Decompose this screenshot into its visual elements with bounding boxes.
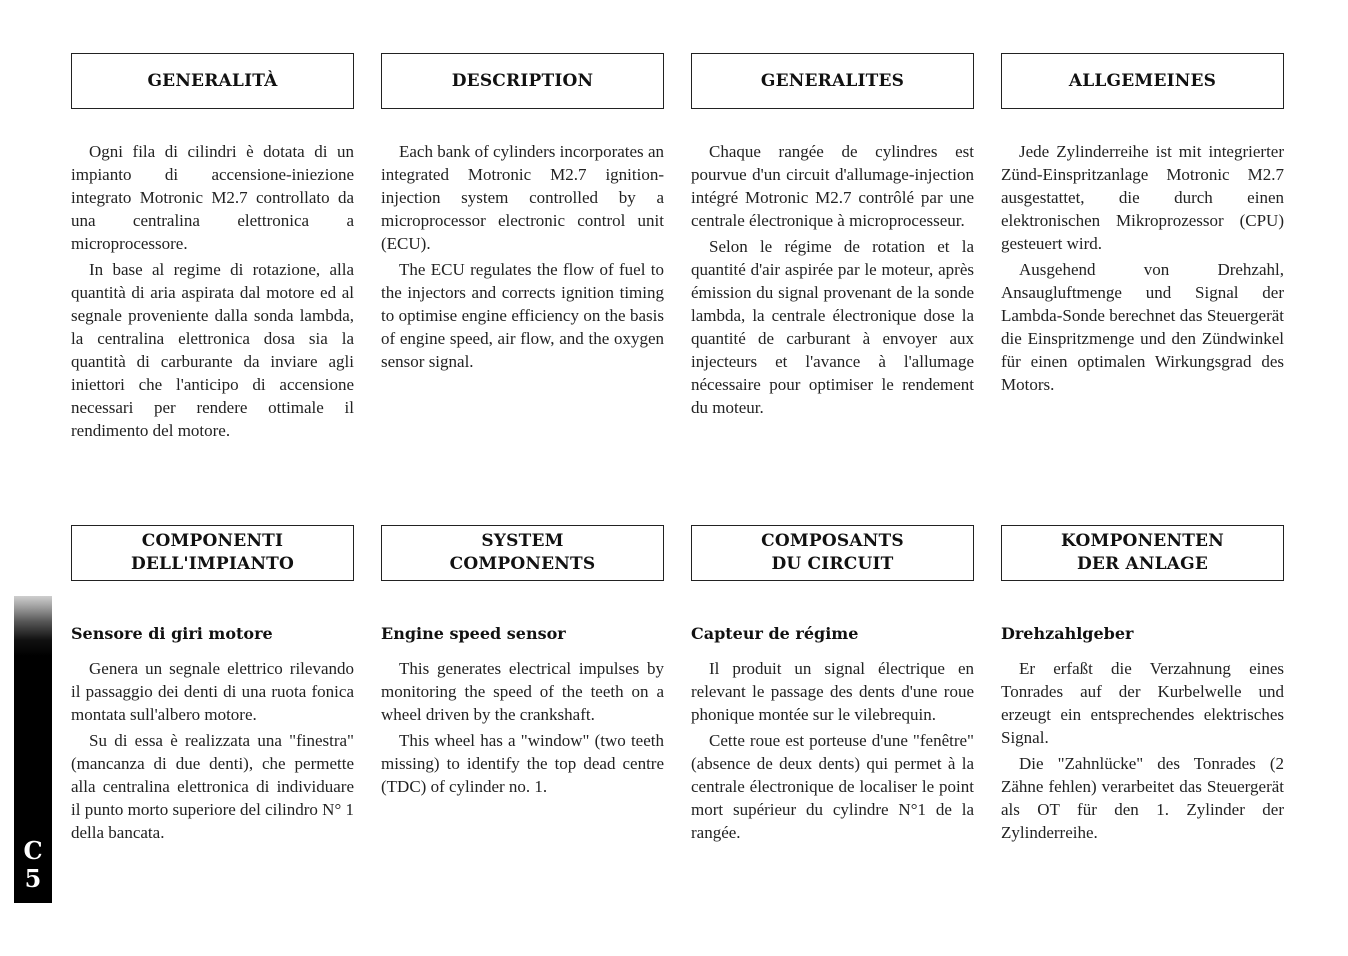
intro-text-it: [71, 140, 354, 442]
heading-line: COMPOSANTS: [761, 531, 904, 551]
heading-text: GENERALITÀ: [147, 70, 278, 91]
paragraph: Jede Zylinderreihe ist mit integrierter Zünd-Einspritzanlage Motronic M2.7 ausgestattet, die durch einen elektronischen Mikroprozessor (CPU) gesteuert wird.: [1001, 142, 1284, 253]
paragraph: In base al regime di rotazione, alla quantità di aria aspirata dal motore ed al segnale proveniente dalla sonda lambda, la centralina elettronica dosa sia la quantità di carburante da inviare agli iniettori che l'anticipo di accensione necessari per rendere ottimale il rendimento del motore.: [71, 260, 354, 440]
subheading-fr: Capteur de régime: [691, 624, 859, 643]
paragraph: This generates electrical impulses by monitoring the speed of the teeth on a wheel driven by the crankshaft.: [381, 659, 664, 724]
heading-componenti: [71, 525, 354, 581]
sensor-text-fr: [691, 657, 974, 844]
section-tab: [14, 596, 52, 903]
paragraph: Each bank of cylinders incorporates an integrated Motronic M2.7 ignition-injection system controlled by a microprocessor electronic control unit (ECU).: [381, 142, 664, 253]
paragraph: Ausgehend von Drehzahl, Ansaugluftmenge und Signal der Lambda-Sonde berechnet das Steuergerät die Einspritzmenge und den Zündwinkel für einen optimalen Wirkungsgrad des Motors.: [1001, 260, 1284, 394]
heading-system-components: [381, 525, 664, 581]
paragraph: The ECU regulates the flow of fuel to the injectors and corrects ignition timing to optimise engine efficiency on the basis of engine speed, air flow, and the oxygen sensor signal.: [381, 260, 664, 371]
intro-text-fr: [691, 140, 974, 419]
heading-line: DELL'IMPIANTO: [130, 554, 295, 574]
section-letter: C: [23, 836, 43, 865]
paragraph: Er erfaßt die Verzahnung eines Tonrades auf der Kurbelwelle und erzeugt ein entsprechendes elektrisches Signal.: [1001, 659, 1284, 747]
section-number: 5: [24, 864, 42, 893]
subheading-it: Sensore di giri motore: [71, 624, 273, 643]
heading-generalites: [691, 53, 974, 109]
paragraph: Ogni fila di cilindri è dotata di un impianto di accensione-iniezione integrato Motronic M2.7 controllato da una centralina elettronica a microprocessore.: [71, 142, 354, 253]
intro-text-en: [381, 140, 664, 373]
paragraph: Chaque rangée de cylindres est pourvue d'un circuit d'allumage-injection intégré Motronic M2.7 contrôlé par une centrale électronique à microprocesseur.: [691, 142, 974, 230]
paragraph: Il produit un signal électrique en relevant le passage des dents d'une roue phonique montée sur le vilebrequin.: [691, 659, 974, 724]
heading-text: ALLGEMEINES: [1068, 70, 1217, 91]
heading-line: COMPONENTS: [449, 554, 596, 574]
paragraph: Die "Zahnlücke" des Tonrades (2 Zähne fehlen) verarbeitet das Steuergerät als OT für den 1. Zylinder der Zylinderreihe.: [1001, 754, 1284, 842]
heading-text: DESCRIPTION: [451, 70, 594, 91]
paragraph: This wheel has a "window" (two teeth missing) to identify the top dead centre (TDC) of cylinder no. 1.: [381, 731, 664, 796]
heading-line: DU CIRCUIT: [771, 554, 894, 574]
heading-description: [381, 53, 664, 109]
heading-composants: [691, 525, 974, 581]
heading-allgemeines: [1001, 53, 1284, 109]
subheading-en: Engine speed sensor: [381, 624, 566, 643]
heading-generalita: [71, 53, 354, 109]
heading-line: COMPONENTI: [141, 531, 284, 551]
heading-line: KOMPONENTEN: [1061, 531, 1224, 551]
paragraph: Selon le régime de rotation et la quantité d'air aspirée par le moteur, après émission du signal provenant de la sonde lambda, la centrale électronique dose la quantité de carburant à envoyer aux injecteurs et l'avance à l'allumage nécessaire pour optimiser le rendement du moteur.: [691, 237, 974, 417]
heading-line: SYSTEM: [481, 531, 564, 551]
paragraph: Genera un segnale elettrico rilevando il passaggio dei denti di una ruota fonica montata sull'albero motore.: [71, 659, 354, 724]
heading-line: DER ANLAGE: [1076, 554, 1209, 574]
paragraph: Cette roue est porteuse d'une "fenêtre" (absence de deux dents) qui permet à la centrale électronique de localiser le point mort supérieur du cylindre N°1 de la rangée.: [691, 731, 974, 842]
heading-text: GENERALITES: [760, 70, 905, 91]
sensor-text-it: [71, 657, 354, 844]
sensor-text-de: [1001, 657, 1284, 844]
paragraph: Su di essa è realizzata una "finestra" (mancanza di due denti), che permette alla centralina elettronica di individuare il punto morto superiore del cilindro N° 1 della bancata.: [71, 731, 354, 842]
subheading-de: Drehzahlgeber: [1001, 624, 1134, 643]
intro-text-de: [1001, 140, 1284, 396]
sensor-text-en: [381, 657, 664, 798]
heading-komponenten: [1001, 525, 1284, 581]
